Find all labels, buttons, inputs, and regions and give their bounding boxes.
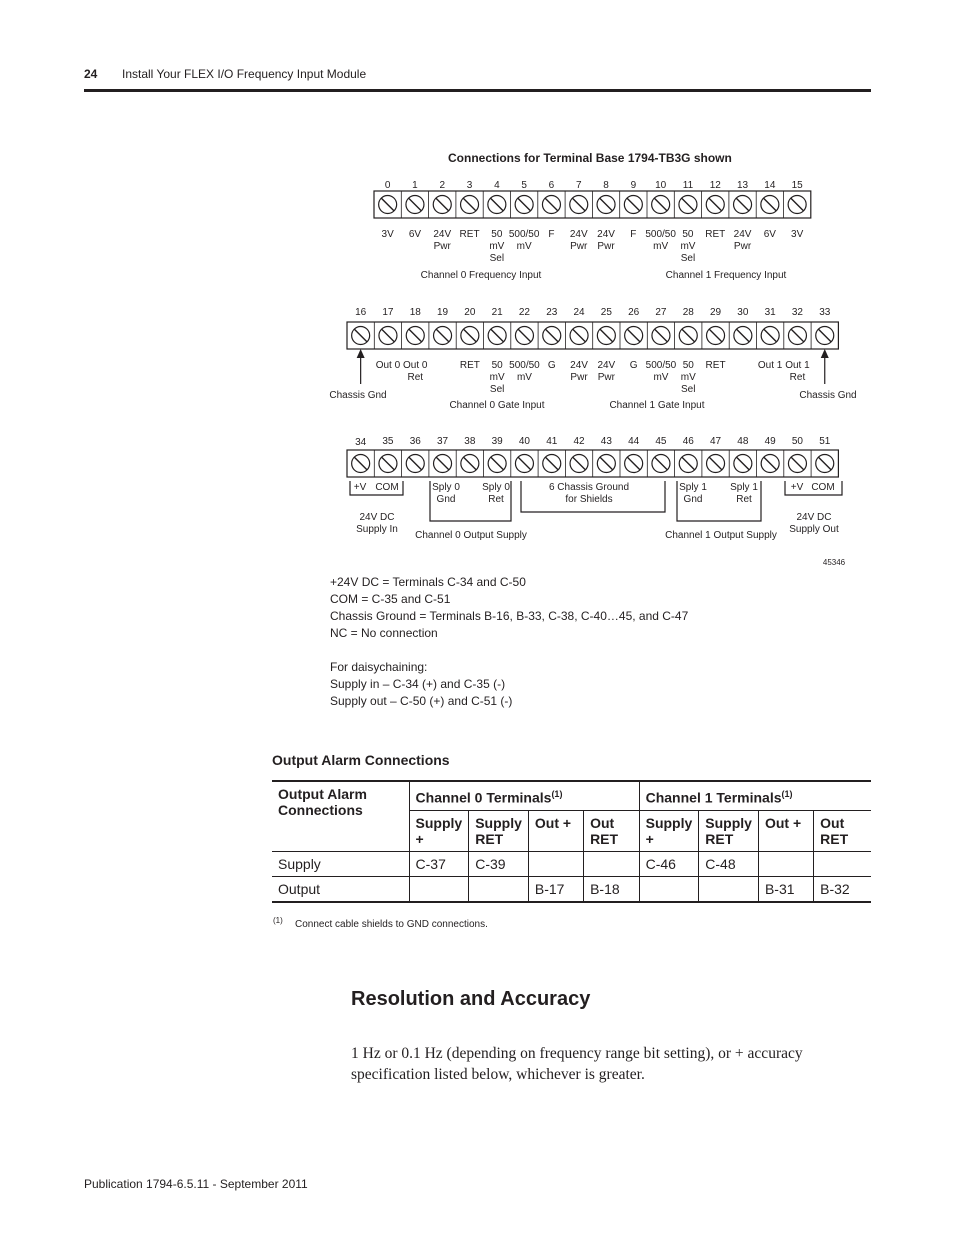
screw-slot	[518, 198, 531, 211]
terminal-label: 500/50	[509, 360, 540, 371]
terminal-number: 17	[382, 307, 394, 318]
terminal-number: 40	[518, 436, 531, 447]
terminal-label: mV	[653, 241, 669, 252]
terminal-number: 6	[548, 180, 555, 191]
footnote-ref: (1)	[551, 789, 563, 799]
screw-slot	[763, 198, 776, 211]
screw-slot	[381, 329, 394, 342]
screw-slot	[518, 329, 531, 342]
row-label: Output	[272, 876, 409, 902]
terminal-number: 44	[628, 436, 640, 447]
terminal-label: mV	[680, 372, 696, 383]
screw-slot	[764, 457, 777, 470]
terminal-label: 50	[491, 229, 503, 240]
terminal-label: 500/50	[645, 360, 677, 371]
sply0-gnd-label: Gnd	[436, 494, 456, 505]
subheader-cell: Out +	[758, 810, 813, 851]
supply-out-label: Supply Out	[789, 524, 839, 535]
screw-slot	[409, 457, 422, 470]
terminal-number: 25	[600, 307, 612, 318]
channel-1-output-supply-label: Channel 1 Output Supply	[665, 530, 777, 541]
screw-slot	[627, 198, 640, 211]
terminal-number: 50	[791, 436, 804, 447]
table-cell	[528, 851, 583, 876]
terminal-number: 43	[600, 436, 612, 447]
chassis-shields-label: 6 Chassis Ground	[548, 482, 630, 493]
subheader-cell: Out RET	[584, 810, 640, 851]
channel-0-header	[409, 781, 639, 810]
diagram-title: Connections for Terminal Base 1794-TB3G shown	[448, 151, 732, 165]
screw-slot	[682, 457, 695, 470]
channel-1-header-text: Channel 1 Terminals	[645, 789, 782, 806]
sply1-ret-label: Sply 1	[730, 482, 758, 493]
table-row	[272, 851, 871, 876]
terminal-label: 500/50	[645, 229, 676, 240]
terminal-number: 14	[764, 180, 776, 191]
screw-slot	[573, 329, 586, 342]
table-cell: B-31	[758, 876, 813, 902]
terminal-label: Sel	[680, 253, 696, 264]
terminal-number: 27	[655, 307, 667, 318]
terminal-label: 24V	[570, 360, 588, 371]
sply1-gnd-label: Gnd	[683, 494, 703, 505]
screw-slot	[463, 457, 476, 470]
screw-slot	[436, 198, 449, 211]
screw-slot	[709, 198, 722, 211]
terminal-number: 15	[791, 180, 803, 191]
screw-slot	[545, 198, 558, 211]
table-cell	[409, 876, 469, 902]
table-cell	[469, 876, 529, 902]
screw-slot	[490, 198, 503, 211]
terminal-number: 47	[709, 436, 722, 447]
terminal-label: F	[630, 229, 637, 240]
arrow-head-icon	[821, 349, 829, 358]
terminal-number: 28	[682, 307, 694, 318]
screw-slot	[791, 198, 804, 211]
terminal-label: mV	[489, 241, 505, 252]
note-line: NC = No connection	[330, 626, 438, 640]
screw-slot	[463, 329, 476, 342]
screw-slot	[627, 329, 640, 342]
terminal-label: Out 0	[403, 360, 428, 371]
note-line: Chassis Ground = Terminals B-16, B-33, C-38, C-40…45, and C-47	[330, 609, 689, 623]
terminal-label: 6V	[763, 229, 776, 240]
page-number: 24	[84, 67, 98, 81]
table-cell: C-46	[639, 851, 699, 876]
terminal-label: F	[548, 229, 555, 240]
terminal-label: 24V	[433, 229, 452, 240]
supply-in-label: 24V DC	[359, 512, 395, 523]
table-cell: C-37	[409, 851, 469, 876]
footnote-ref: (1)	[781, 789, 793, 799]
terminal-number: 16	[355, 307, 367, 318]
terminal-number: 29	[709, 307, 722, 318]
terminal-number: 22	[518, 307, 531, 318]
terminal-number: 1	[412, 180, 418, 191]
terminal-number: 26	[628, 307, 640, 318]
terminal-number: 45	[655, 436, 667, 447]
terminal-label: G	[547, 360, 556, 371]
supply-out-label: 24V DC	[796, 512, 832, 523]
subheader-cell: Supply RET	[699, 810, 759, 851]
sply0-ret-label: Ret	[488, 494, 504, 505]
terminal-label: Pwr	[597, 372, 615, 383]
group-label-ch1-frequency: Channel 1 Frequency Input	[665, 270, 787, 281]
screw-slot	[436, 457, 449, 470]
terminal-number: 51	[819, 436, 831, 447]
com-label: COM	[375, 482, 399, 493]
terminal-number: 48	[737, 436, 749, 447]
screw-slot	[736, 457, 749, 470]
note-line: Supply in – C-34 (+) and C-35 (-)	[330, 677, 506, 691]
terminal-label: Pwr	[597, 241, 615, 252]
terminal-label: mV	[516, 372, 532, 383]
terminal-number: 8	[603, 180, 609, 191]
terminal-label: Sel	[489, 384, 505, 395]
screw-slot	[654, 198, 667, 211]
subheader-cell: Out +	[528, 810, 583, 851]
sply0-ret-label: Sply 0	[482, 482, 510, 493]
terminal-number: 31	[764, 307, 776, 318]
screw-slot	[381, 198, 394, 211]
plus-v-label: +V	[790, 482, 804, 493]
subheader-cell: Supply +	[639, 810, 699, 851]
terminal-number: 2	[439, 180, 446, 191]
terminal-number: 9	[630, 180, 637, 191]
sply1-gnd-label: Sply 1	[679, 482, 707, 493]
note-line: +24V DC = Terminals C-34 and C-50	[330, 575, 526, 589]
group-label-ch1-gate: Channel 1 Gate Input	[609, 400, 705, 411]
terminal-number: 11	[682, 180, 694, 191]
terminal-label: Sel	[489, 253, 505, 264]
screw-slot	[491, 457, 504, 470]
resolution-heading: Resolution and Accuracy	[351, 988, 591, 1010]
group-label-ch0-gate: Channel 0 Gate Input	[449, 400, 545, 411]
terminal-label: 24V	[597, 229, 615, 240]
terminal-label: Sel	[681, 384, 696, 395]
screw-slot	[600, 329, 613, 342]
screw-slot	[354, 457, 367, 470]
terminal-number: 36	[409, 436, 421, 447]
screw-slot	[654, 457, 667, 470]
chassis-shields-label: for Shields	[565, 494, 613, 505]
terminal-number: 32	[791, 307, 804, 318]
screw-slot	[381, 457, 394, 470]
terminal-notes	[330, 574, 688, 710]
screw-slot	[518, 457, 531, 470]
terminal-base-wiring-diagram	[0, 0, 954, 600]
terminal-label: Out 1	[785, 360, 810, 371]
corner-header-text: Output Alarm Connections	[278, 786, 367, 818]
screw-slot	[600, 457, 613, 470]
resolution-body: 1 Hz or 0.1 Hz (depending on frequency range bit setting), or + accuracy specification listed below, whichever is greater.	[351, 1045, 803, 1083]
channel-0-header-text: Channel 0 Terminals	[415, 789, 552, 806]
terminal-number: 30	[737, 307, 749, 318]
terminal-label: mV	[653, 372, 669, 383]
terminal-number: 41	[546, 436, 558, 447]
table-row	[272, 876, 871, 902]
screw-slot	[627, 457, 640, 470]
table-cell	[814, 851, 871, 876]
terminal-label: 3V	[381, 229, 394, 240]
screw-slot	[818, 457, 831, 470]
terminal-number: 33	[819, 307, 831, 318]
chassis-gnd-label-right: Chassis Gnd	[799, 390, 857, 401]
table-cell: B-18	[584, 876, 640, 902]
output-alarm-heading: Output Alarm Connections	[272, 752, 450, 768]
terminal-number: 34	[355, 437, 367, 448]
terminal-number: 46	[682, 436, 694, 447]
running-header-title: Install Your FLEX I/O Frequency Input Module	[122, 67, 367, 81]
screw-slot	[709, 457, 722, 470]
sply0-gnd-label: Sply 0	[432, 482, 460, 493]
terminal-number: 13	[736, 180, 749, 191]
terminal-number: 7	[575, 180, 582, 191]
chassis-gnd-label-left: Chassis Gnd	[329, 390, 387, 401]
screw-slot	[681, 198, 694, 211]
screw-slot	[408, 198, 421, 211]
table-cell	[639, 876, 699, 902]
screw-slot	[573, 457, 586, 470]
note-line: Supply out – C-50 (+) and C-51 (-)	[330, 694, 513, 708]
terminal-number: 24	[573, 307, 585, 318]
terminal-label: Pwr	[570, 372, 588, 383]
screw-slot	[709, 329, 722, 342]
screw-slot	[545, 457, 558, 470]
table-cell: C-48	[699, 851, 759, 876]
screw-slot	[545, 329, 558, 342]
terminal-number: 4	[494, 180, 500, 191]
screw-slot	[654, 329, 667, 342]
terminal-label: Pwr	[733, 241, 752, 252]
terminal-label: 50	[491, 360, 503, 371]
terminal-number: 37	[436, 436, 449, 447]
supply-in-label: Supply In	[356, 524, 398, 535]
table-cell: B-17	[528, 876, 583, 902]
screw-slot	[600, 198, 613, 211]
terminal-number: 19	[436, 307, 449, 318]
group-label-ch0-frequency: Channel 0 Frequency Input	[420, 270, 542, 281]
table-cell	[758, 851, 813, 876]
terminal-number: 10	[655, 180, 667, 191]
terminal-label: RET	[459, 229, 480, 240]
com-label: COM	[811, 482, 835, 493]
terminal-label: RET	[459, 360, 480, 371]
terminal-number: 21	[491, 307, 503, 318]
note-line: COM = C-35 and C-51	[330, 592, 451, 606]
screw-slot	[791, 329, 804, 342]
screw-slot	[818, 329, 831, 342]
screw-slot	[463, 198, 476, 211]
table-cell: B-32	[814, 876, 871, 902]
terminal-label: Ret	[789, 372, 806, 383]
terminal-label: Pwr	[570, 241, 588, 252]
terminal-label: 24V	[597, 360, 616, 371]
screw-slot	[682, 329, 695, 342]
plus-v-label: +V	[353, 482, 367, 493]
terminal-label: 24V	[733, 229, 752, 240]
terminal-number: 20	[464, 307, 476, 318]
subheader-cell: Supply RET	[469, 810, 529, 851]
screw-slot	[736, 329, 749, 342]
table-cell	[584, 851, 640, 876]
terminal-number: 35	[382, 436, 394, 447]
terminal-number: 5	[521, 180, 527, 191]
figure-id: 45346	[822, 558, 846, 567]
screw-slot	[572, 198, 585, 211]
subheader-cell: Supply +	[409, 810, 469, 851]
screw-slot	[791, 457, 804, 470]
footnote-text: Connect cable shields to GND connections.	[295, 919, 488, 930]
terminal-label: mV	[680, 241, 696, 252]
screw-slot	[764, 329, 777, 342]
terminal-label: Out 0	[375, 360, 401, 371]
channel-1-header	[639, 781, 871, 810]
terminal-label: RET	[705, 360, 726, 371]
terminal-label: 24V	[569, 229, 588, 240]
screw-slot	[736, 198, 749, 211]
table-corner-header	[272, 781, 409, 851]
screw-slot	[354, 329, 367, 342]
output-alarm-table	[272, 780, 871, 903]
terminal-number: 3	[466, 180, 473, 191]
terminal-label: RET	[705, 229, 726, 240]
terminal-label: 500/50	[508, 229, 540, 240]
screw-slot	[491, 329, 504, 342]
screw-slot	[409, 329, 422, 342]
terminal-label: Pwr	[433, 241, 451, 252]
terminal-number: 23	[546, 307, 558, 318]
screw-slot	[436, 329, 449, 342]
terminal-number: 39	[491, 436, 503, 447]
publication-footer: Publication 1794-6.5.11 - September 2011	[84, 1177, 308, 1191]
terminal-number: 12	[709, 180, 721, 191]
terminal-label: Out 1	[757, 360, 783, 371]
terminal-number: 49	[764, 436, 776, 447]
terminal-label: 3V	[791, 229, 804, 240]
arrow-head-icon	[357, 349, 365, 358]
row-label: Supply	[272, 851, 409, 876]
subheader-cell: Out RET	[814, 810, 871, 851]
terminal-number: 38	[464, 436, 476, 447]
sply1-ret-label: Ret	[736, 494, 752, 505]
terminal-number: 18	[409, 307, 421, 318]
terminal-label: mV	[516, 241, 532, 252]
table-cell: C-39	[469, 851, 529, 876]
terminal-number: 42	[573, 436, 585, 447]
terminal-number: 0	[384, 180, 391, 191]
table-cell	[699, 876, 759, 902]
channel-0-output-supply-label: Channel 0 Output Supply	[415, 530, 527, 541]
terminal-label: mV	[489, 372, 505, 383]
note-spacer	[330, 642, 688, 659]
note-line: For daisychaining:	[330, 660, 428, 674]
terminal-label: 50	[682, 360, 694, 371]
terminal-label: Ret	[407, 372, 424, 383]
terminal-label: G	[629, 360, 638, 371]
footnote-mark: (1)	[273, 916, 283, 925]
terminal-label: 6V	[408, 229, 422, 240]
terminal-label: 50	[682, 229, 694, 240]
